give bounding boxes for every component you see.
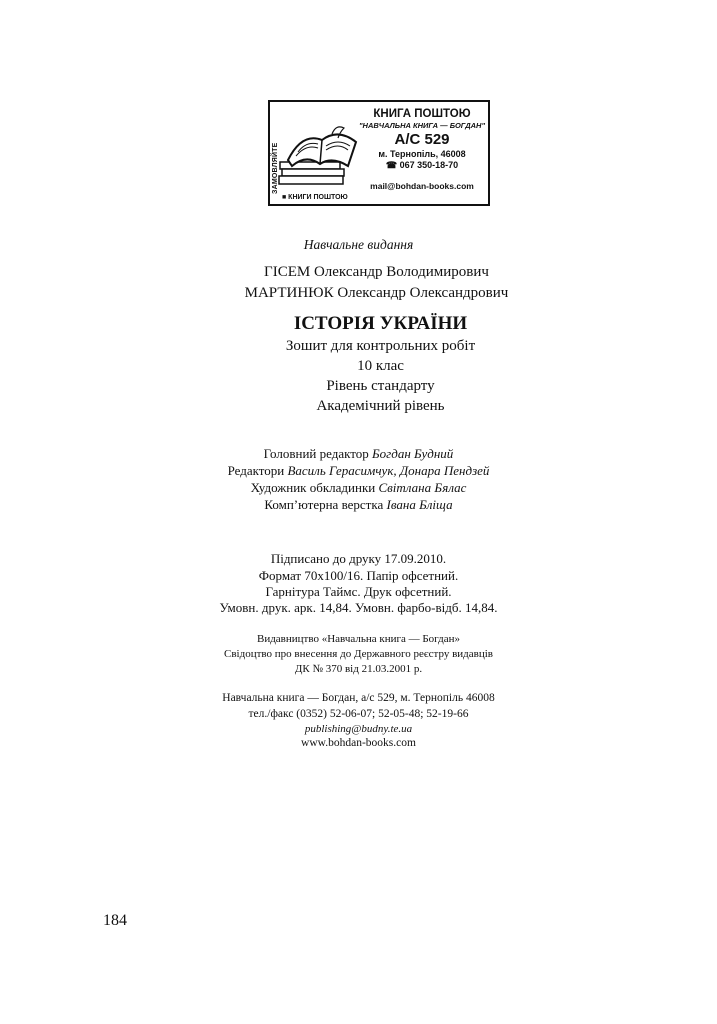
ad-phone: ☎ 067 350-18-70 [385,160,459,170]
ad-email: mail@bohdan-books.com [370,181,474,191]
contact-email: publishing@budny.te.ua [304,723,413,735]
edition-type: Навчальне видання [303,237,414,252]
ad-city: м. Тернопіль, 46008 [378,149,466,159]
publisher-line: Свідоцтво про внесення до Державного реєстру видавців [224,648,493,660]
credit-role: Комп’ютерна верстка [264,497,384,512]
credit-role: Редактори [227,463,285,478]
ad-po-box: А/С 529 [394,131,450,148]
publisher-line: ДК № 370 від 21.03.2001 р. [294,663,423,675]
credit-role: Головний редактор [263,446,369,461]
credit-cover-artist [0,480,717,496]
contact-address: Навчальна книга — Богдан, а/с 529, м. Тернопіль 46008 [222,692,495,704]
print-info-line: Підписано до друку 17.09.2010. [270,551,447,566]
print-info-line: Умовн. друк. арк. 14,84. Умовн. фарбо-відб. 14,84. [219,600,498,615]
subtitle-1: Зошит для контрольних робіт [285,338,476,354]
ad-details [358,108,486,192]
credit-role: Художник обкладинки [250,480,376,495]
contact-website: www.bohdan-books.com [301,737,416,749]
author-2: МАРТИНЮК Олександр Олександрович [244,285,509,301]
credit-chief-editor [0,446,717,462]
subtitle-4: Академічний рівень [316,398,445,414]
print-info-line: Гарнітура Таймс. Друк офсетний. [265,584,452,599]
contact-phone: тел./факс (0352) 52-06-07; 52-05-48; 52-19-66 [248,708,469,720]
credit-names: Світлана Бялас [378,480,467,495]
open-book-icon [278,122,360,190]
credit-layout [0,497,717,513]
print-info-line: Формат 70x100/16. Папір офсетний. [258,568,459,583]
book-by-mail-ad [268,100,490,206]
credit-names: Василь Герасимчук, Донара Пендзей [287,463,490,478]
credit-names: Івана Бліща [386,497,453,512]
ad-bottom-text: ■ КНИГИ ПОШТОЮ [282,194,348,201]
subtitle-3: Рівень стандарту [326,378,435,394]
credit-names: Богдан Будний [372,446,454,461]
ad-publisher: "НАВЧАЛЬНА КНИГА — БОГДАН" [359,121,485,130]
ad-title: КНИГА ПОШТОЮ [373,108,471,120]
publisher-line: Видавництво «Навчальна книга — Богдан» [256,633,461,645]
subtitle-2: 10 клас [357,358,404,374]
credit-editors [0,463,717,479]
book-title: ІСТОРІЯ УКРАЇНИ [293,313,468,334]
ad-vertical-text: ЗАМОВЛЯЙТЕ [272,142,279,194]
page-number: 184 [103,912,127,929]
author-1: ГІСЕМ Олександр Володимирович [264,264,489,280]
